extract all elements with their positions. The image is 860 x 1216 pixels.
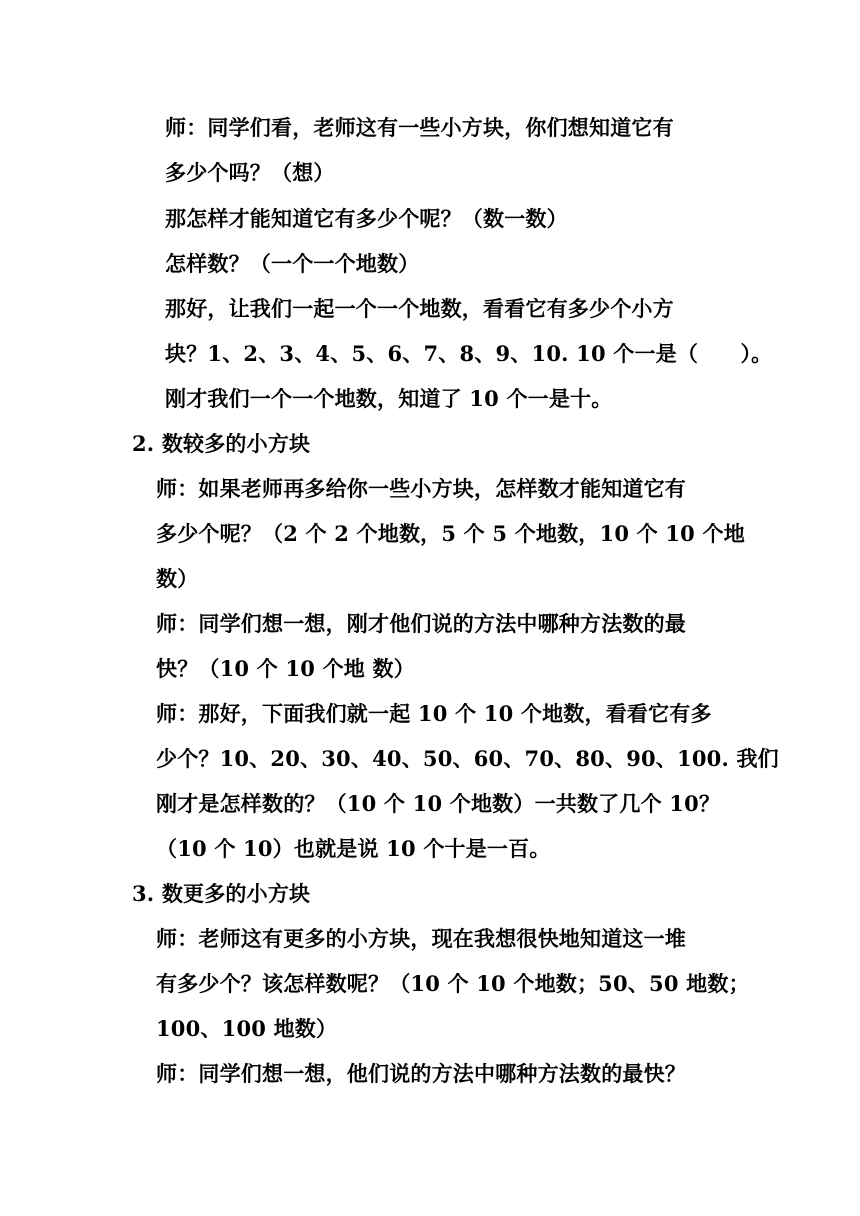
paragraph-line: 块？1、2、3、4、5、6、7、8、9、10. 10 个一是（ ）。: [165, 341, 773, 366]
paragraph-line: 那好，让我们一起一个一个地数，看看它有多少个小方: [165, 296, 674, 321]
section-heading: 2. 数较多的小方块: [132, 431, 311, 456]
paragraph-line: 多少个吗？（想）: [165, 160, 335, 185]
section-heading: 3. 数更多的小方块: [132, 881, 311, 906]
paragraph-line: 那怎样才能知道它有多少个呢？（数一数）: [165, 206, 568, 231]
paragraph-line: 师：同学们想一想，他们说的方法中哪种方法数的最快？: [156, 1061, 686, 1086]
paragraph-line: 少个？10、20、30、40、50、60、70、80、90、100. 我们: [156, 746, 779, 771]
paragraph-line: 快？（10 个 10 个地 数）: [156, 656, 415, 681]
paragraph-line: 师：如果老师再多给你一些小方块，怎样数才能知道它有: [156, 476, 686, 501]
paragraph-line: 100、100 地数）: [156, 1016, 338, 1041]
paragraph-line: 数）: [156, 566, 199, 591]
paragraph-line: 师：老师这有更多的小方块，现在我想很快地知道这一堆: [156, 926, 686, 951]
paragraph-line: 刚才我们一个一个地数，知道了 10 个一是十。: [165, 386, 613, 411]
paragraph-line: 刚才是怎样数的？（10 个 10 个地数）一共数了几个 10？: [156, 791, 721, 816]
paragraph-line: 怎样数？（一个一个地数）: [165, 251, 420, 276]
paragraph-line: 有多少个？该怎样数呢？（10 个 10 个地数；50、50 地数；: [156, 971, 750, 996]
paragraph-line: 多少个呢？（2 个 2 个地数，5 个 5 个地数，10 个 10 个地: [156, 521, 745, 546]
paragraph-line: 师：同学们看，老师这有一些小方块，你们想知道它有: [165, 115, 674, 140]
paragraph-line: （10 个 10）也就是说 10 个十是一百。: [156, 836, 551, 861]
paragraph-line: 师：同学们想一想，刚才他们说的方法中哪种方法数的最: [156, 611, 686, 636]
paragraph-line: 师：那好，下面我们就一起 10 个 10 个地数，看看它有多: [156, 701, 712, 726]
